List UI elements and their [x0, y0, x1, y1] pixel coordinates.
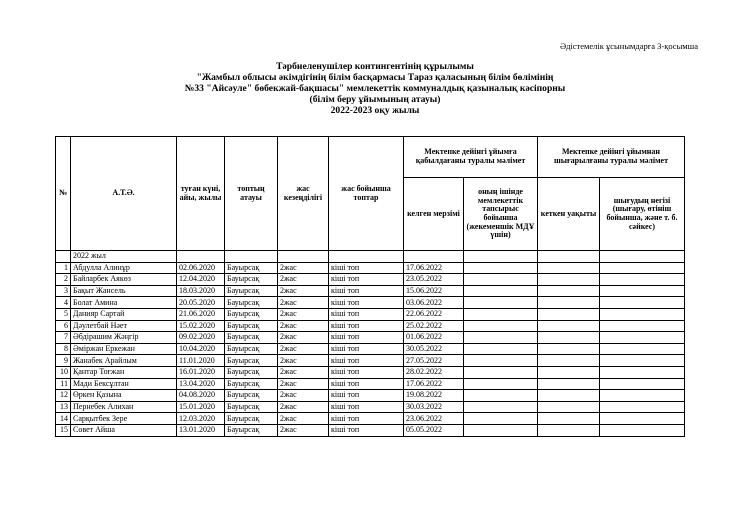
age-group: кіші топ: [329, 424, 404, 436]
row-number: 1: [56, 262, 71, 274]
empty-cell: [538, 274, 600, 286]
empty-cell: [600, 332, 685, 344]
table-row: [56, 413, 685, 425]
empty-cell: [600, 378, 685, 390]
arrival-date: 15.06.2022: [404, 285, 464, 297]
table-row: [56, 320, 685, 332]
group-name: Бауырсақ: [225, 401, 278, 413]
title-line: 2022-2023 оқу жылы: [330, 105, 420, 116]
row-number: 2: [56, 274, 71, 286]
age-period: 2жас: [278, 285, 329, 297]
age-group: кіші топ: [329, 308, 404, 320]
age-period: 2жас: [278, 424, 329, 436]
empty-cell: [464, 285, 538, 297]
header-leave-time: кеткен уақыты: [538, 178, 600, 251]
empty-cell: [600, 274, 685, 286]
age-period: 2жас: [278, 332, 329, 344]
row-number: 5: [56, 308, 71, 320]
year-label: 2022 жыл: [71, 251, 177, 263]
age-group: кіші топ: [329, 401, 404, 413]
document-title: [0, 61, 750, 116]
header-name: А.Т.Ә.: [71, 137, 177, 251]
child-name: Абдулла Алинұр: [71, 262, 177, 274]
empty-cell: [464, 366, 538, 378]
age-period: 2жас: [278, 378, 329, 390]
row-number: 11: [56, 378, 71, 390]
row-number: 7: [56, 332, 71, 344]
table-row: [56, 332, 685, 344]
empty-cell: [600, 401, 685, 413]
birth-date: 09.02.2020: [177, 332, 225, 344]
empty-cell: [464, 262, 538, 274]
empty-cell: [538, 366, 600, 378]
child-name: Сарқытбек Зере: [71, 413, 177, 425]
title-line: Тәрбиеленушілер контингентінің құрылымы: [276, 61, 474, 72]
empty-cell: [464, 274, 538, 286]
arrival-date: 25.02.2022: [404, 320, 464, 332]
child-name: Мади Бексұлтан: [71, 378, 177, 390]
age-period: 2жас: [278, 262, 329, 274]
group-name: Бауырсақ: [225, 320, 278, 332]
arrival-date: 23.05.2022: [404, 274, 464, 286]
row-number: 6: [56, 320, 71, 332]
age-group: кіші топ: [329, 355, 404, 367]
age-period: 2жас: [278, 413, 329, 425]
arrival-date: 01.06.2022: [404, 332, 464, 344]
age-period: 2жас: [278, 297, 329, 309]
arrival-date: 23.06.2022: [404, 413, 464, 425]
empty-cell: [464, 320, 538, 332]
header-num: №: [56, 137, 71, 251]
row-number: 9: [56, 355, 71, 367]
empty-cell: [600, 297, 685, 309]
row-number: 12: [56, 390, 71, 402]
child-name: Пернебек Алихан: [71, 401, 177, 413]
birth-date: 12.03.2020: [177, 413, 225, 425]
birth-date: 15.02.2020: [177, 320, 225, 332]
age-group: кіші топ: [329, 262, 404, 274]
header-group: топтың атауы: [225, 137, 278, 251]
birth-date: 04.08.2020: [177, 390, 225, 402]
table-row: [56, 378, 685, 390]
empty-cell: [600, 366, 685, 378]
header-leave-reason: шығудың негізі (шығару, өтініш бойынша, және т. б. сәйкес): [600, 178, 685, 251]
group-name: Бауырсақ: [225, 390, 278, 402]
birth-date: 18.03.2020: [177, 285, 225, 297]
empty-cell: [464, 413, 538, 425]
table-row: [56, 355, 685, 367]
child-name: Өркен Қазына: [71, 390, 177, 402]
age-group: кіші топ: [329, 366, 404, 378]
empty-cell: [600, 355, 685, 367]
group-name: Бауырсақ: [225, 262, 278, 274]
birth-date: 15.01.2020: [177, 401, 225, 413]
empty-cell: [600, 285, 685, 297]
row-number: 15: [56, 424, 71, 436]
empty-cell: [538, 401, 600, 413]
header-age-groups: жас бойынша топтар: [329, 137, 404, 251]
empty-cell: [464, 378, 538, 390]
group-name: Бауырсақ: [225, 274, 278, 286]
age-period: 2жас: [278, 390, 329, 402]
header-departure: Мектепке дейінгі ұйымнан шығарылғаны туралы мәлімет: [538, 137, 685, 178]
row-number: 3: [56, 285, 71, 297]
arrival-date: 17.06.2022: [404, 262, 464, 274]
table-row: [56, 366, 685, 378]
child-name: Қантар Тоғжан: [71, 366, 177, 378]
row-number: 4: [56, 297, 71, 309]
arrival-date: 28.02.2022: [404, 366, 464, 378]
title-line: №33 "Айсәуле" бөбекжай-бақшасы" мемлекеттік коммуналдық қазыналық кәсіпорны: [184, 83, 566, 94]
age-group: кіші топ: [329, 390, 404, 402]
group-name: Бауырсақ: [225, 297, 278, 309]
age-group: кіші топ: [329, 343, 404, 355]
group-name: Бауырсақ: [225, 378, 278, 390]
row-number: 14: [56, 413, 71, 425]
age-period: 2жас: [278, 401, 329, 413]
title-line: (білім беру ұйымының атауы): [309, 94, 441, 105]
empty-cell: [538, 355, 600, 367]
year-row: [56, 251, 685, 263]
contingent-table: [55, 136, 685, 437]
arrival-date: 05.05.2022: [404, 424, 464, 436]
header-state-order: оның ішінде мемлекеттік тапсырыс бойынша (жекеменшік МДҰ үшін): [464, 178, 538, 251]
age-period: 2жас: [278, 343, 329, 355]
title-line: "Жамбыл облысы әкімдігінің білім басқармасы Тараз қаласының білім бөлімінің: [196, 72, 554, 83]
header-arrival-date: келген мерзімі: [404, 178, 464, 251]
age-period: 2жас: [278, 320, 329, 332]
empty-cell: [538, 424, 600, 436]
group-name: Бауырсақ: [225, 343, 278, 355]
group-name: Бауырсақ: [225, 424, 278, 436]
header-birth: туған күні, айы, жылы: [177, 137, 225, 251]
empty-cell: [538, 413, 600, 425]
birth-date: 11.01.2020: [177, 355, 225, 367]
birth-date: 21.06.2020: [177, 308, 225, 320]
table-row: [56, 343, 685, 355]
child-name: Әбдірашим Жәңгір: [71, 332, 177, 344]
table-row: [56, 308, 685, 320]
group-name: Бауырсақ: [225, 308, 278, 320]
empty-cell: [538, 390, 600, 402]
empty-cell: [600, 413, 685, 425]
group-name: Бауырсақ: [225, 366, 278, 378]
empty-cell: [538, 285, 600, 297]
header-row: [56, 137, 685, 178]
empty-cell: [464, 308, 538, 320]
birth-date: 20.05.2020: [177, 297, 225, 309]
table-row: [56, 274, 685, 286]
empty-cell: [464, 332, 538, 344]
header-age-period: жас кезеңділігі: [278, 137, 329, 251]
child-name: Дәулетбай Нәет: [71, 320, 177, 332]
birth-date: 13.04.2020: [177, 378, 225, 390]
arrival-date: 22.06.2022: [404, 308, 464, 320]
child-name: Жанабек Арайлым: [71, 355, 177, 367]
group-name: Бауырсақ: [225, 332, 278, 344]
table-row: [56, 401, 685, 413]
child-name: Байларбек Аякөз: [71, 274, 177, 286]
empty-cell: [538, 308, 600, 320]
empty-cell: [464, 355, 538, 367]
child-name: Әміржан Еркежан: [71, 343, 177, 355]
empty-cell: [464, 297, 538, 309]
age-group: кіші топ: [329, 332, 404, 344]
arrival-date: 27.05.2022: [404, 355, 464, 367]
empty-cell: [464, 343, 538, 355]
age-period: 2жас: [278, 355, 329, 367]
child-name: Бақыт Жансель: [71, 285, 177, 297]
table-row: [56, 262, 685, 274]
empty-cell: [600, 320, 685, 332]
age-period: 2жас: [278, 366, 329, 378]
empty-cell: [538, 297, 600, 309]
child-name: Болат Амина: [71, 297, 177, 309]
empty-cell: [600, 308, 685, 320]
age-period: 2жас: [278, 274, 329, 286]
birth-date: 16.01.2020: [177, 366, 225, 378]
age-group: кіші топ: [329, 320, 404, 332]
age-group: кіші топ: [329, 285, 404, 297]
row-number: 8: [56, 343, 71, 355]
empty-cell: [538, 332, 600, 344]
age-group: кіші топ: [329, 274, 404, 286]
empty-cell: [464, 424, 538, 436]
birth-date: 02.06.2020: [177, 262, 225, 274]
header-admission: Мектепке дейінгі ұйымға қабылдағаны туралы мәлімет: [404, 137, 538, 178]
birth-date: 12.04.2020: [177, 274, 225, 286]
empty-cell: [538, 378, 600, 390]
age-group: кіші топ: [329, 413, 404, 425]
age-group: кіші топ: [329, 378, 404, 390]
empty-cell: [538, 262, 600, 274]
table-row: [56, 297, 685, 309]
group-name: Бауырсақ: [225, 355, 278, 367]
empty-cell: [600, 390, 685, 402]
group-name: Бауырсақ: [225, 285, 278, 297]
age-group: кіші топ: [329, 297, 404, 309]
empty-cell: [464, 390, 538, 402]
table-row: [56, 285, 685, 297]
table-row: [56, 424, 685, 436]
empty-cell: [600, 424, 685, 436]
empty-cell: [464, 401, 538, 413]
row-number: 13: [56, 401, 71, 413]
empty-cell: [538, 320, 600, 332]
arrival-date: 17.06.2022: [404, 378, 464, 390]
birth-date: 13.01.2020: [177, 424, 225, 436]
empty-cell: [600, 262, 685, 274]
birth-date: 10.04.2020: [177, 343, 225, 355]
appendix-note: Әдістемелік ұсынымдарға 3-қосымша: [559, 41, 698, 51]
child-name: Совет Айша: [71, 424, 177, 436]
empty-cell: [538, 343, 600, 355]
arrival-date: 03.06.2022: [404, 297, 464, 309]
arrival-date: 30.05.2022: [404, 343, 464, 355]
table-row: [56, 390, 685, 402]
age-period: 2жас: [278, 308, 329, 320]
arrival-date: 30.03.2022: [404, 401, 464, 413]
arrival-date: 19.08.2022: [404, 390, 464, 402]
child-name: Данияр Сартай: [71, 308, 177, 320]
empty-cell: [600, 343, 685, 355]
group-name: Бауырсақ: [225, 413, 278, 425]
row-number: 10: [56, 366, 71, 378]
